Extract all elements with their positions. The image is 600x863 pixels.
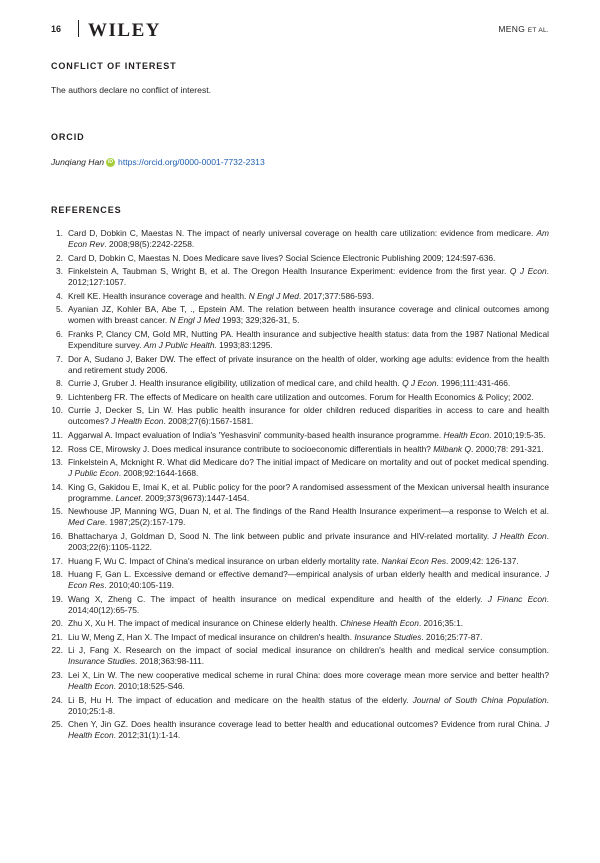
- reference-segment: . 2003;22(6):1105-1122.: [68, 530, 549, 552]
- reference-journal: J Econ Res: [68, 569, 549, 591]
- reference-number: 5.: [56, 304, 63, 315]
- reference-segment: . 2008;27(6):1567-1581.: [163, 416, 254, 427]
- reference-segment: . 2016;35:1.: [418, 618, 464, 629]
- reference-segment: King G, Gakidou E, Imai K, et al. Public policy for the poor? A randomised assessment of the Mexican universal health insurance programme.: [68, 481, 549, 503]
- reference-item: [51, 719, 549, 741]
- reference-segment: Ross CE, Mirowsky J. Does medical insurance contribute to socioeconomic differentials in health?: [68, 443, 434, 454]
- reference-number: 3.: [56, 266, 63, 277]
- reference-number: 24.: [51, 694, 63, 705]
- reference-segment: Currie J, Decker S, Lin W. Has public health insurance for older children reduced disparities in access to care and health outcomes?: [68, 405, 549, 427]
- reference-segment: Huang F, Gan L. Excessive demand or effective demand?—empirical analysis of urban elderly health and medical insurance.: [68, 569, 545, 580]
- reference-segment: Bhattacharya J, Goldman D, Sood N. The link between public and private insurance and HIV-related mortality.: [68, 530, 493, 541]
- reference-segment: Card D, Dobkin C, Maestas N. Does Medicare save lives? Social Science Electronic Publishing 2009; 124:597-636.: [68, 252, 496, 263]
- orcid-link[interactable]: https://orcid.org/0000-0001-7732-2313: [118, 157, 265, 167]
- reference-number: 19.: [51, 593, 63, 604]
- running-head-suffix: ET AL.: [527, 27, 549, 34]
- reference-number: 8.: [56, 378, 63, 389]
- reference-segment: . 2014;40(12):65-75.: [68, 593, 549, 615]
- reference-text: [68, 506, 549, 527]
- reference-journal: Am J Public Health: [143, 339, 215, 350]
- reference-segment: Lichtenberg FR. The effects of Medicare on health care utilization and outcomes. Forum for Health Economics & Policy; 2002.: [68, 391, 534, 402]
- reference-journal: Insurance Studies: [68, 656, 136, 667]
- reference-text: [68, 645, 549, 666]
- reference-item: [51, 354, 549, 376]
- reference-segment: . 2017;377:586-593.: [298, 290, 374, 301]
- reference-text: [68, 632, 482, 642]
- reference-text: [68, 228, 549, 249]
- reference-text: [68, 405, 549, 426]
- reference-text: [68, 444, 544, 454]
- reference-segment: Chen Y, Jin GZ. Does health insurance coverage lead to better health and educational outcomes? Evidence from rural China.: [68, 719, 545, 730]
- references-heading: REFERENCES: [51, 205, 122, 215]
- reference-item: [51, 482, 549, 504]
- reference-text: [68, 482, 549, 503]
- reference-segment: Dor A, Sudano J, Baker DW. The effect of private insurance on the health of older, working age adults: evidence from the health and retirement study 2006.: [68, 353, 549, 375]
- reference-text: [68, 378, 510, 388]
- reference-text: [68, 618, 463, 628]
- reference-journal: J Public Econ: [68, 468, 119, 479]
- reference-number: 2.: [56, 252, 63, 263]
- reference-number: 21.: [51, 631, 63, 642]
- reference-journal: N Engl J Med: [169, 315, 220, 326]
- reference-journal: N Engl J Med: [248, 290, 299, 301]
- reference-text: [68, 354, 549, 375]
- conflict-heading: CONFLICT OF INTEREST: [51, 61, 177, 71]
- reference-segment: Currie J, Gruber J. Health insurance eligibility, utilization of medical care, and child health.: [68, 378, 403, 389]
- reference-text: [68, 329, 549, 350]
- header-divider: [78, 20, 79, 37]
- reference-item: [51, 329, 549, 351]
- reference-segment: . 1993;83:1295.: [214, 339, 273, 350]
- reference-segment: Liu W, Meng Z, Han X. The Impact of medical insurance on children's health.: [68, 631, 355, 642]
- reference-segment: . 2018;363:98-111.: [135, 656, 205, 667]
- reference-journal: Chinese Health Econ: [340, 618, 419, 629]
- reference-item: [51, 405, 549, 427]
- reference-list: [51, 228, 549, 744]
- reference-item: [51, 569, 549, 591]
- reference-journal: Milbank Q: [433, 443, 471, 454]
- reference-text: [68, 531, 549, 552]
- reference-item: [51, 645, 549, 667]
- reference-segment: . 2000;78: 291-321.: [470, 443, 544, 454]
- reference-segment: . 2010;40:105-119.: [104, 580, 175, 591]
- reference-text: [68, 457, 549, 478]
- orcid-heading: ORCID: [51, 132, 85, 142]
- reference-text: [68, 253, 495, 263]
- reference-item: [51, 632, 549, 643]
- reference-segment: . 2008;98(5):2242-2258.: [104, 239, 195, 249]
- reference-number: 12.: [51, 443, 63, 454]
- reference-journal: J Health Econ: [68, 719, 549, 741]
- orcid-entry: [51, 157, 265, 167]
- reference-number: 16.: [51, 530, 63, 541]
- reference-journal: Med Care: [68, 517, 105, 528]
- reference-item: [51, 430, 549, 441]
- page-header: [0, 0, 600, 44]
- orcid-icon: iD: [108, 158, 114, 165]
- reference-number: 15.: [51, 506, 63, 517]
- reference-segment: . 2010;19:5-35.: [489, 429, 546, 440]
- reference-segment: Finkelstein A, Taubman S, Wright B, et al. The Oregon Health Insurance Experiment: evidence from the first year.: [68, 266, 510, 277]
- reference-segment: Krell KE. Health insurance coverage and health.: [68, 290, 249, 301]
- reference-segment: Franks P, Clancy CM, Gold MR, Nutting PA. Health insurance and subjective health status: data from the 1987 National Medical Expenditure survey.: [68, 328, 549, 350]
- reference-segment: . 2016;25:77-87.: [421, 631, 483, 642]
- reference-journal: J Health Econ: [492, 530, 547, 541]
- reference-segment: Huang F, Wu C. Impact of China's medical insurance on urban elderly mortality rate.: [68, 555, 382, 566]
- reference-number: 25.: [51, 719, 63, 730]
- reference-segment: Lei X, Lin W. The new cooperative medical scheme in rural China: does more coverage mean more service and better health?: [68, 670, 549, 681]
- reference-text: [68, 569, 549, 590]
- reference-text: [68, 556, 519, 566]
- reference-number: 20.: [51, 618, 63, 629]
- reference-text: [68, 304, 549, 325]
- reference-segment: . 2010;25:1-8.: [68, 694, 549, 716]
- reference-journal: J Financ Econ: [487, 593, 547, 604]
- reference-segment: Li B, Hu H. The impact of education and medicare on the health status of the elderly.: [68, 694, 413, 705]
- reference-item: [51, 378, 549, 389]
- reference-item: [51, 457, 549, 479]
- reference-item: [51, 444, 549, 455]
- reference-segment: Li J, Fang X. Research on the impact of social medical insurance on children's health and medical service consumption.: [68, 645, 549, 656]
- reference-segment: Newhouse JP, Manning WG, Duan N, et al. The findings of the Rand Health Insurance experiment—a response to Welch et al.: [68, 506, 549, 517]
- reference-text: [68, 594, 549, 615]
- conflict-text: The authors declare no conflict of interest.: [51, 85, 212, 95]
- reference-segment: Zhu X, Xu H. The impact of medical insurance on Chinese elderly health.: [68, 618, 341, 629]
- reference-segment: Aggarwal A. Impact evaluation of India's 'Yeshasvini' community-based health insurance programme.: [68, 429, 444, 440]
- reference-journal: Lancet: [115, 492, 141, 503]
- reference-number: 10.: [51, 405, 63, 416]
- reference-item: [51, 392, 549, 403]
- reference-segment: . 1987;25(2):157-179.: [104, 517, 186, 528]
- reference-item: [51, 228, 549, 250]
- page-number: 16: [51, 24, 62, 34]
- reference-journal: J Health Econ: [111, 416, 164, 427]
- reference-number: 14.: [51, 481, 63, 492]
- publisher-logo: WILEY: [88, 20, 161, 41]
- reference-segment: Card D, Dobkin C, Maestas N. The impact of nearly universal coverage on health care utilization: evidence from medicare.: [68, 228, 537, 238]
- reference-segment: . 1996;111:431-466.: [436, 378, 511, 389]
- orcid-author: Junqiang Han: [51, 157, 105, 167]
- reference-journal: Health Econ: [443, 429, 490, 440]
- reference-segment: . 2010;18:525-S46.: [113, 681, 185, 692]
- reference-text: [68, 695, 549, 716]
- reference-journal: Health Econ: [68, 681, 114, 692]
- reference-item: [51, 695, 549, 717]
- reference-number: 13.: [51, 457, 63, 468]
- reference-item: [51, 253, 549, 264]
- reference-number: 6.: [56, 328, 63, 339]
- reference-item: [51, 291, 549, 302]
- reference-number: 22.: [51, 645, 63, 656]
- reference-item: [51, 266, 549, 288]
- reference-segment: . 2009;42: 126-137.: [446, 555, 519, 566]
- reference-journal: Insurance Studies: [354, 631, 422, 642]
- reference-item: [51, 670, 549, 692]
- reference-segment: . 2008;92:1644-1668.: [118, 468, 199, 479]
- reference-number: 9.: [56, 391, 63, 402]
- reference-journal: Am Econ Rev: [68, 228, 549, 249]
- reference-number: 11.: [51, 429, 63, 440]
- reference-item: [51, 304, 549, 326]
- reference-number: 23.: [51, 670, 63, 681]
- running-head: [498, 24, 549, 34]
- reference-number: 1.: [56, 228, 63, 238]
- reference-segment: . 2009;373(9673):1447-1454.: [140, 492, 250, 503]
- reference-text: [68, 430, 545, 440]
- reference-text: [68, 392, 534, 402]
- reference-journal: Q J Econ: [402, 378, 437, 389]
- reference-text: [68, 670, 549, 691]
- reference-item: [51, 531, 549, 553]
- reference-number: 17.: [51, 555, 63, 566]
- reference-item: [51, 618, 549, 629]
- reference-journal: Journal of South China Population: [412, 694, 547, 705]
- reference-item: [51, 594, 549, 616]
- reference-segment: Finkelstein A, Mcknight R. What did Medicare do? The initial impact of Medicare on mortality and out of pocket medical spending.: [68, 457, 549, 468]
- running-head-name: MENG: [498, 24, 526, 34]
- reference-journal: Q J Econ: [509, 266, 547, 277]
- reference-segment: Wang X, Zheng C. The impact of health insurance on medical expenditure and health of the elderly.: [68, 593, 488, 604]
- reference-text: [68, 291, 374, 301]
- reference-text: [68, 266, 549, 287]
- reference-number: 4.: [56, 290, 63, 301]
- reference-segment: . 2012;127:1057.: [68, 266, 549, 288]
- reference-segment: . 2012;31(1):1-14.: [113, 730, 181, 741]
- reference-item: [51, 506, 549, 528]
- reference-item: [51, 556, 549, 567]
- reference-journal: Nankai Econ Res: [381, 555, 447, 566]
- reference-segment: 1993; 329;326-31, 5.: [219, 315, 300, 326]
- reference-number: 7.: [56, 353, 63, 364]
- reference-segment: Ayanian JZ, Kohler BA, Abe T, ., Epstein AM. The relation between health insurance coverage and clinical outcomes among women with breast cancer.: [68, 304, 549, 326]
- reference-text: [68, 719, 549, 740]
- reference-number: 18.: [51, 569, 63, 580]
